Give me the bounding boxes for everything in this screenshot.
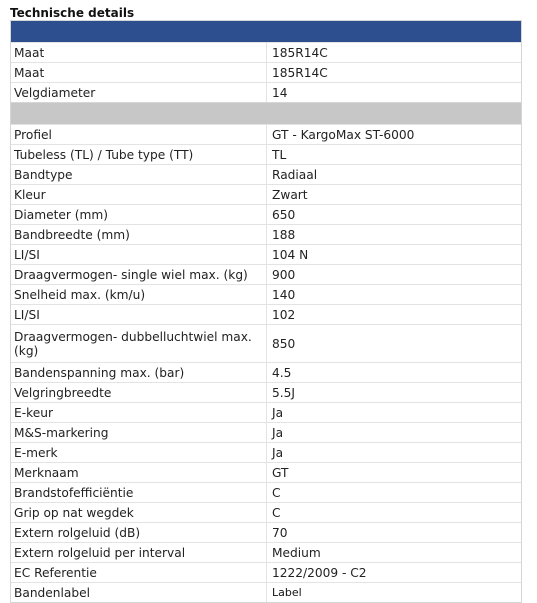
table-row <box>11 42 521 62</box>
row-value: Zwart <box>272 187 308 202</box>
table-row <box>11 582 521 602</box>
table-row <box>11 502 521 522</box>
row-value: 14 <box>272 85 288 100</box>
row-label: Extern rolgeluid (dB) <box>11 523 267 542</box>
row-value: 185R14C <box>272 65 328 80</box>
row-value: Ja <box>272 405 284 420</box>
table-header-bar <box>11 21 521 42</box>
table-row <box>11 442 521 462</box>
row-value: 900 <box>272 267 296 282</box>
table-row <box>11 422 521 442</box>
row-label: EC Referentie <box>11 563 267 582</box>
table-row <box>11 124 521 144</box>
row-value: C <box>272 485 281 500</box>
row-value: 4.5 <box>272 365 292 380</box>
table-row <box>11 402 521 422</box>
row-label: Kleur <box>11 185 267 204</box>
row-label: Diameter (mm) <box>11 205 267 224</box>
table-row <box>11 542 521 562</box>
row-label: Snelheid max. (km/u) <box>11 285 267 304</box>
row-label: Brandstofefficiëntie <box>11 483 267 502</box>
row-label: LI/SI <box>11 305 267 324</box>
table-row <box>11 82 521 102</box>
row-label: Merknaam <box>11 463 267 482</box>
row-label: E-merk <box>11 443 267 462</box>
row-value: GT <box>272 465 289 480</box>
row-label: Velgringbreedte <box>11 383 267 402</box>
row-value: 1222/2009 - C2 <box>272 565 367 580</box>
row-value: TL <box>272 147 287 162</box>
table-row <box>11 264 521 284</box>
row-label: Bandbreedte (mm) <box>11 225 267 244</box>
row-value: Ja <box>272 445 284 460</box>
table-row <box>11 482 521 502</box>
row-label: Bandtype <box>11 165 267 184</box>
section-divider-bar <box>11 102 521 124</box>
row-value: 650 <box>272 207 296 222</box>
table-row <box>11 284 521 304</box>
table-row <box>11 324 521 362</box>
row-value: 185R14C <box>272 45 328 60</box>
bandenlabel-link[interactable]: Label <box>272 586 302 599</box>
row-label: Bandenspanning max. (bar) <box>11 363 267 382</box>
table-row <box>11 304 521 324</box>
page-title: Technische details <box>10 6 135 20</box>
row-label: Maat <box>11 43 267 62</box>
row-value: Medium <box>272 545 321 560</box>
table-row <box>11 204 521 224</box>
table-row <box>11 62 521 82</box>
row-value: 140 <box>272 287 296 302</box>
technical-details-table <box>10 20 522 603</box>
row-label: Tubeless (TL) / Tube type (TT) <box>11 145 267 164</box>
table-row <box>11 144 521 164</box>
row-label: Maat <box>11 63 267 82</box>
row-value: 850 <box>272 336 296 351</box>
row-label: Extern rolgeluid per interval <box>11 543 267 562</box>
row-label: M&S-markering <box>11 423 267 442</box>
table-row <box>11 562 521 582</box>
table-row <box>11 362 521 382</box>
table-row <box>11 522 521 542</box>
row-label: Profiel <box>11 125 267 144</box>
row-label: LI/SI <box>11 245 267 264</box>
row-value: Radiaal <box>272 167 318 182</box>
row-value: 5.5J <box>272 385 295 400</box>
row-label: E-keur <box>11 403 267 422</box>
table-row <box>11 382 521 402</box>
row-label: Draagvermogen- dubbelluchtwiel max. (kg) <box>11 325 267 362</box>
row-value: 102 <box>272 307 296 322</box>
row-label: Grip op nat wegdek <box>11 503 267 522</box>
table-row <box>11 224 521 244</box>
row-value: GT - KargoMax ST-6000 <box>272 127 415 142</box>
table-row <box>11 164 521 184</box>
table-row <box>11 244 521 264</box>
row-value: 70 <box>272 525 288 540</box>
row-value: 104 N <box>272 247 309 262</box>
row-value: Ja <box>272 425 284 440</box>
table-row <box>11 184 521 204</box>
row-label: Bandenlabel <box>11 583 267 602</box>
table-row <box>11 462 521 482</box>
row-value: C <box>272 505 281 520</box>
row-value: 188 <box>272 227 296 242</box>
row-label: Velgdiameter <box>11 83 267 102</box>
row-label: Draagvermogen- single wiel max. (kg) <box>11 265 267 284</box>
